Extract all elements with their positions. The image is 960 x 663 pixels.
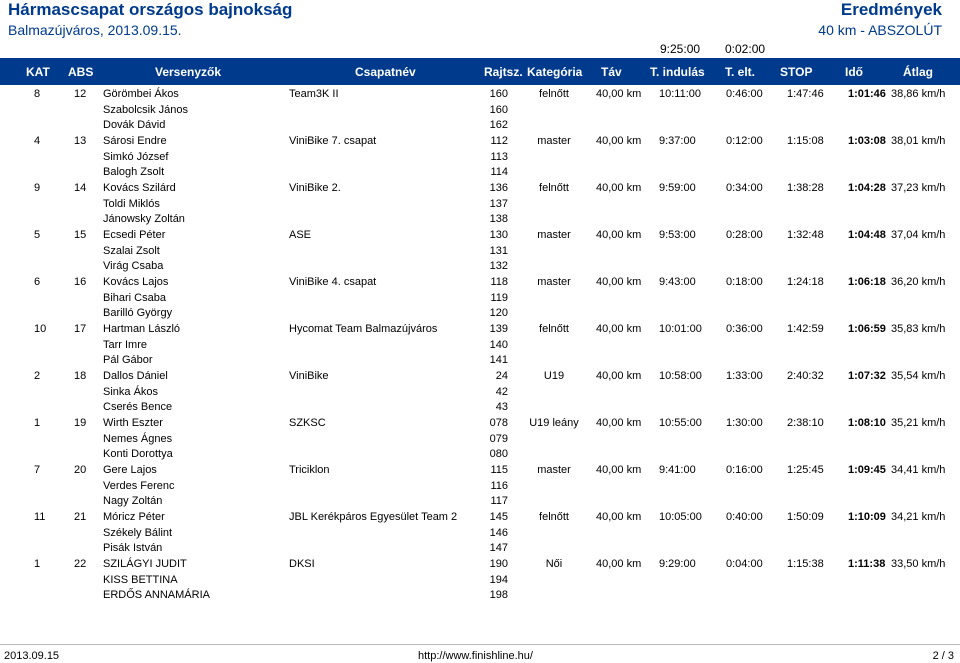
footer-url[interactable]: http://www.finishline.hu/ — [418, 650, 533, 662]
rider-name: ERDŐS ANNAMÁRIA — [103, 589, 210, 602]
abs-cell: 18 — [74, 370, 87, 382]
category-cell: felnőtt — [539, 182, 569, 194]
stop-cell: 1:15:08 — [787, 135, 824, 147]
rider-name: Pál Gábor — [103, 354, 153, 367]
start-cell: 10:11:00 — [659, 88, 702, 100]
category-cell: U19 — [543, 370, 565, 382]
team-name-cell: ASE — [289, 229, 312, 241]
stop-cell: 1:24:18 — [787, 276, 824, 288]
elapsed-cell: 0:34:00 — [726, 182, 763, 194]
start-number: 194 — [489, 573, 508, 586]
abs-cell: 15 — [74, 229, 87, 241]
team-name-cell: ViniBike 7. csapat — [289, 135, 377, 147]
kat-cell: 6 — [34, 276, 41, 288]
category-cell: master — [537, 135, 571, 147]
team-name-cell: SZKSC — [289, 417, 326, 429]
start-number: 114 — [490, 166, 508, 179]
stop-cell: 2:38:10 — [787, 417, 824, 429]
rider-name: Jánowsky Zoltán — [103, 213, 185, 226]
table-row — [0, 556, 960, 603]
start-cell: 9:29:00 — [659, 558, 696, 570]
average-cell: 33,50 km/h — [891, 558, 946, 570]
average-cell: 35,21 km/h — [891, 417, 946, 429]
start-number: 119 — [490, 291, 508, 304]
abs-cell: 22 — [74, 558, 87, 570]
table-row — [0, 227, 960, 274]
table-row — [0, 321, 960, 368]
average-cell: 37,23 km/h — [891, 182, 946, 194]
start-number: 146 — [489, 526, 508, 539]
elapsed-cell: 0:28:00 — [726, 229, 763, 241]
stop-cell: 1:38:28 — [787, 182, 824, 194]
category-title: 40 km - ABSZOLÚT — [818, 22, 942, 38]
average-cell: 36,20 km/h — [891, 276, 946, 288]
average-cell: 38,86 km/h — [891, 88, 946, 100]
start-number: 190 — [489, 558, 508, 570]
abs-cell: 16 — [74, 276, 87, 288]
time-cell: 1:06:18 — [848, 276, 886, 288]
rider-name: Sinka Ákos — [103, 385, 159, 398]
elapsed-cell: 0:16:00 — [726, 464, 763, 476]
col-team: Csapatnév — [355, 65, 416, 79]
start-number: 132 — [489, 260, 508, 273]
rider-name: Nagy Zoltán — [103, 495, 163, 508]
start-cell: 9:53:00 — [659, 229, 696, 241]
rider-name: SZILÁGYI JUDIT — [103, 558, 187, 570]
team-name-cell: Hycomat Team Balmazújváros — [289, 323, 438, 335]
elapsed-cell: 0:12:00 — [726, 135, 763, 147]
rider-name: Ecsedi Péter — [103, 229, 166, 241]
rider-name: Dallos Dániel — [103, 370, 168, 382]
category-cell: master — [537, 229, 571, 241]
distance-cell: 40,00 km — [596, 417, 642, 429]
distance-cell: 40,00 km — [596, 229, 642, 241]
abs-cell: 19 — [74, 417, 87, 429]
rider-name: Móricz Péter — [103, 511, 165, 523]
team-name-cell: Triciklon — [289, 464, 330, 476]
start-number: 137 — [489, 197, 508, 210]
abs-cell: 12 — [74, 88, 87, 100]
start-cell: 9:41:00 — [659, 464, 696, 476]
distance-cell: 40,00 km — [596, 88, 642, 100]
start-number: 120 — [489, 307, 508, 320]
start-cell: 10:55:00 — [659, 417, 702, 429]
table-row — [0, 133, 960, 180]
start-number: 117 — [490, 495, 508, 508]
col-time: Idő — [845, 65, 863, 79]
kat-cell: 5 — [34, 229, 41, 241]
start-number: 24 — [495, 370, 508, 382]
start-number: 138 — [489, 213, 508, 226]
gap-time: 0:02:00 — [725, 42, 766, 56]
col-number: Rajtsz. — [484, 65, 523, 79]
start-time: 9:25:00 — [660, 42, 701, 56]
rider-name: Nemes Ágnes — [103, 432, 173, 445]
rider-name: Balogh Zsolt — [103, 166, 165, 179]
abs-cell: 20 — [74, 464, 87, 476]
start-number: 162 — [489, 119, 508, 132]
rider-name: Kovács Szilárd — [103, 182, 176, 194]
start-number: 147 — [489, 542, 508, 555]
rider-name: Gere Lajos — [103, 464, 157, 476]
time-cell: 1:11:38 — [848, 558, 886, 570]
team-name-cell: JBL Kerékpáros Egyesület Team 2 — [289, 511, 458, 523]
start-number: 141 — [489, 354, 508, 367]
time-cell: 1:03:08 — [848, 135, 886, 147]
start-number: 136 — [489, 182, 508, 194]
abs-cell: 14 — [74, 182, 87, 194]
team-name-cell: DKSI — [289, 558, 315, 570]
start-number: 118 — [490, 276, 508, 288]
table-row — [0, 274, 960, 321]
rider-name: Székely Bálint — [103, 526, 173, 539]
team-name-cell: ViniBike 2. — [289, 182, 341, 194]
distance-cell: 40,00 km — [596, 558, 642, 570]
start-number: 198 — [489, 589, 508, 602]
time-cell: 1:04:28 — [848, 182, 886, 194]
table-row — [0, 462, 960, 509]
abs-cell: 21 — [74, 511, 87, 523]
start-number: 112 — [490, 135, 508, 147]
team-name-cell: ViniBike 4. csapat — [289, 276, 377, 288]
table-header — [0, 58, 960, 85]
rider-name: Wirth Eszter — [103, 417, 163, 429]
rider-name: Görömbei Ákos — [103, 88, 179, 100]
col-kat: KAT — [26, 65, 50, 79]
start-number: 139 — [489, 323, 508, 335]
rider-name: KISS BETTINA — [103, 573, 178, 586]
time-cell: 1:10:09 — [848, 511, 886, 523]
start-number: 131 — [489, 244, 508, 257]
kat-cell: 2 — [34, 370, 41, 382]
elapsed-cell: 1:33:00 — [726, 370, 763, 382]
distance-cell: 40,00 km — [596, 370, 642, 382]
kat-cell: 1 — [34, 558, 41, 570]
start-cell: 9:37:00 — [659, 135, 696, 147]
rider-name: Pisák István — [103, 542, 163, 555]
page-title: Hármascsapat országos bajnokság — [8, 0, 293, 19]
distance-cell: 40,00 km — [596, 323, 642, 335]
start-number: 115 — [490, 464, 508, 476]
col-category: Kategória — [527, 65, 583, 79]
category-cell: felnőtt — [539, 88, 569, 100]
start-number: 113 — [490, 150, 508, 163]
results-table — [0, 86, 960, 603]
kat-cell: 8 — [34, 88, 41, 100]
stop-cell: 1:25:45 — [787, 464, 824, 476]
average-cell: 34,41 km/h — [891, 464, 946, 476]
rider-name: Hartman László — [103, 323, 181, 335]
abs-cell: 17 — [74, 323, 87, 335]
average-cell: 35,83 km/h — [891, 323, 946, 335]
kat-cell: 1 — [34, 417, 41, 429]
start-number: 130 — [489, 229, 508, 241]
distance-cell: 40,00 km — [596, 135, 642, 147]
rider-name: Szalai Zsolt — [103, 244, 160, 257]
rider-name: Dovák Dávid — [103, 119, 166, 132]
elapsed-cell: 0:46:00 — [726, 88, 763, 100]
average-cell: 35,54 km/h — [891, 370, 946, 382]
average-cell: 34,21 km/h — [891, 511, 946, 523]
start-cell: 10:01:00 — [659, 323, 702, 335]
start-number: 080 — [489, 448, 508, 461]
start-number: 42 — [495, 385, 508, 398]
footer-page: 2 / 3 — [932, 650, 954, 662]
table-row — [0, 415, 960, 462]
elapsed-cell: 0:18:00 — [726, 276, 763, 288]
time-cell: 1:09:45 — [848, 464, 886, 476]
start-cell: 10:58:00 — [659, 370, 702, 382]
rider-name: Simkó József — [103, 150, 169, 163]
col-average: Átlag — [903, 65, 933, 79]
rider-name: Barilló György — [103, 307, 173, 320]
time-cell: 1:04:48 — [848, 229, 886, 241]
start-number: 116 — [490, 479, 508, 492]
stop-cell: 1:15:38 — [787, 558, 824, 570]
stop-cell: 1:47:46 — [787, 88, 824, 100]
start-number: 140 — [489, 338, 508, 351]
stop-cell: 2:40:32 — [787, 370, 824, 382]
distance-cell: 40,00 km — [596, 511, 642, 523]
stop-cell: 1:32:48 — [787, 229, 824, 241]
distance-cell: 40,00 km — [596, 464, 642, 476]
average-cell: 38,01 km/h — [891, 135, 946, 147]
rider-name: Tarr Imre — [103, 338, 147, 351]
footer-divider — [0, 644, 960, 645]
col-start: T. indulás — [650, 65, 705, 79]
category-cell: master — [537, 276, 571, 288]
start-number: 078 — [489, 417, 508, 429]
rider-name: Verdes Ferenc — [103, 479, 175, 492]
rider-name: Toldi Miklós — [103, 197, 160, 210]
rider-name: Kovács Lajos — [103, 276, 169, 288]
elapsed-cell: 0:04:00 — [726, 558, 763, 570]
col-elapsed: T. elt. — [725, 65, 756, 79]
kat-cell: 10 — [34, 323, 47, 335]
category-cell: U19 leány — [529, 417, 579, 429]
col-distance: Táv — [601, 65, 622, 79]
start-number: 145 — [489, 511, 508, 523]
table-row — [0, 509, 960, 556]
start-number: 160 — [489, 88, 508, 100]
kat-cell: 11 — [34, 511, 46, 523]
time-cell: 1:01:46 — [848, 88, 886, 100]
start-number: 079 — [489, 432, 508, 445]
rider-name: Bihari Csaba — [103, 291, 166, 304]
time-cell: 1:06:59 — [848, 323, 886, 335]
kat-cell: 9 — [34, 182, 41, 194]
stop-cell: 1:50:09 — [787, 511, 824, 523]
footer-date: 2013.09.15 — [4, 650, 60, 662]
elapsed-cell: 1:30:00 — [726, 417, 763, 429]
elapsed-cell: 0:36:00 — [726, 323, 763, 335]
team-name-cell: ViniBike — [289, 370, 329, 382]
rider-name: Sárosi Endre — [103, 135, 167, 147]
average-cell: 37,04 km/h — [891, 229, 946, 241]
col-riders: Versenyzők — [155, 65, 222, 79]
elapsed-cell: 0:40:00 — [726, 511, 763, 523]
category-cell: felnőtt — [539, 323, 569, 335]
kat-cell: 4 — [34, 135, 41, 147]
rider-name: Szabolcsik János — [103, 103, 188, 116]
rider-name: Virág Csaba — [103, 260, 164, 273]
rider-name: Cserés Bence — [103, 401, 173, 414]
kat-cell: 7 — [34, 464, 41, 476]
results-title: Eredmények — [840, 0, 942, 19]
col-abs: ABS — [68, 65, 94, 79]
start-number: 43 — [495, 401, 508, 414]
rider-name: Konti Dorottya — [103, 448, 173, 461]
distance-cell: 40,00 km — [596, 182, 642, 194]
time-cell: 1:07:32 — [848, 370, 886, 382]
table-row — [0, 180, 960, 227]
start-cell: 10:05:00 — [659, 511, 702, 523]
abs-cell: 13 — [74, 135, 87, 147]
event-subtitle: Balmazújváros, 2013.09.15. — [8, 22, 182, 38]
stop-cell: 1:42:59 — [787, 323, 824, 335]
category-cell: Női — [545, 558, 563, 570]
start-cell: 9:43:00 — [659, 276, 696, 288]
start-number: 160 — [489, 103, 508, 116]
category-cell: master — [537, 464, 571, 476]
time-cell: 1:08:10 — [848, 417, 886, 429]
table-row — [0, 368, 960, 415]
table-row — [0, 86, 960, 133]
col-stop: STOP — [780, 65, 813, 79]
team-name-cell: Team3K II — [289, 88, 339, 100]
start-cell: 9:59:00 — [659, 182, 696, 194]
category-cell: felnőtt — [539, 511, 569, 523]
distance-cell: 40,00 km — [596, 276, 642, 288]
